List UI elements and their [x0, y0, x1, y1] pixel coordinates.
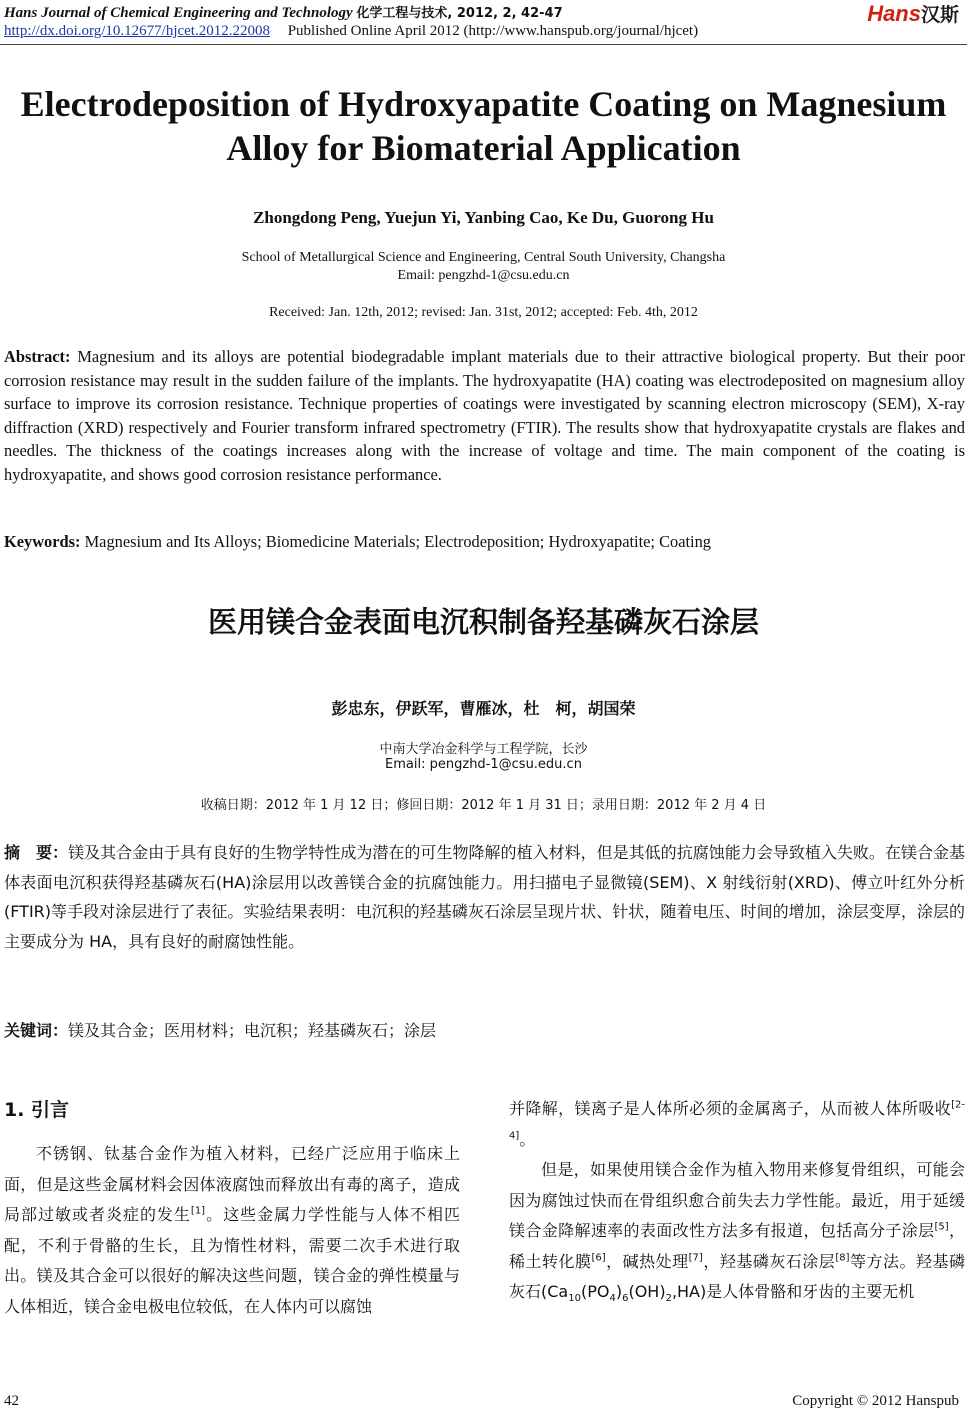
doi-link[interactable]: http://dx.doi.org/10.12677/hjcet.2012.22008 — [4, 23, 270, 39]
keywords-cn — [4, 1016, 965, 1046]
citation-6[interactable]: [6] — [591, 1252, 606, 1264]
abstract-label: Abstract: — [4, 347, 71, 366]
dates-en: Received: Jan. 12th, 2012; revised: Jan. 31st, 2012; accepted: Feb. 4th, 2012 — [269, 305, 698, 320]
citation-1[interactable]: [1] — [190, 1205, 206, 1217]
abstract-en — [4, 345, 965, 486]
paper-title — [0, 82, 967, 170]
doi-line — [4, 23, 698, 40]
p2-text-g: ) — [615, 1282, 623, 1301]
abstract-text-cn: 镁及其合金由于具有良好的生物学特性成为潜在的可生物降解的植入材料，但是其低的抗腐蚀能力会导致植入失败。在镁合金基体表面电沉积获得羟基磷灰石(HA)涂层用以改善镁合金的抗腐蚀能力。用扫描电子显微镜(SEM)、X 射线衍射(XRD)、傅立叶红外分析(FTIR)等手段对涂层进行了表征。实验结果表明：电沉积的羟基磷灰石涂层呈现片状、针状，随着电压、时间的增加，涂层变厚，涂层的主要成分为 HA，具有良好的耐腐蚀性能。 — [4, 843, 965, 951]
citation-7[interactable]: [7] — [688, 1252, 703, 1264]
p2-text-a: 但是，如果使用镁合金作为植入物用来修复骨组织，可能会因为腐蚀过快而在骨组织愈合前失去力学性能。最近，用于延缓镁合金降解速率的表面改性方法多有报道，包括高分子涂层 — [509, 1160, 965, 1240]
section-heading: 1. 引言 — [4, 1099, 70, 1121]
page-number: 42 — [4, 1393, 19, 1409]
email-en: Email: pengzhd-1@csu.edu.cn — [397, 268, 570, 283]
p2-text-d: ，羟基磷灰石涂层 — [702, 1251, 836, 1271]
right-column — [509, 1094, 965, 1308]
intro-paragraph-2 — [509, 1155, 965, 1308]
p2-text-c: ，碱热处理 — [605, 1251, 689, 1271]
affiliation-en: School of Metallurgical Science and Engineering, Central South University, Changsha — [241, 250, 726, 265]
authors-cn: 彭忠东，伊跃军，曹雁冰，杜 柯，胡国荣 — [331, 699, 636, 718]
logo-latin: Hans — [867, 1, 921, 26]
citation-2-4[interactable]: [2-4] — [509, 1099, 965, 1142]
keywords-label-cn: 关键词： — [4, 1021, 69, 1040]
title-line-2: Alloy for Biomaterial Application — [226, 128, 741, 168]
intro-paragraph-1-cont — [509, 1094, 965, 1155]
email-cn: Email: pengzhd-1@csu.edu.cn — [385, 757, 582, 772]
intro-text-b: 。这些金属力学性能与人体不相匹配，不利于骨骼的生长，且为惰性材料，需要二次手术进行取出。镁及其合金可以很好的解决这些问题，镁合金的弹性模量与人体相近，镁合金电极电位较低，在人体内可以腐蚀 — [4, 1205, 460, 1316]
keywords-label: Keywords: — [4, 532, 81, 551]
logo-cn: 汉斯 — [920, 5, 959, 26]
abstract-cn — [4, 838, 965, 956]
affiliation-cn: 中南大学冶金科学与工程学院，长沙 — [379, 742, 588, 757]
title-line-1: Electrodeposition of Hydroxyapatite Coating on Magnesium — [20, 84, 947, 124]
p2-text-e: 等方法。羟基磷灰石(Ca — [509, 1251, 965, 1301]
journal-name-cn: 化学工程与技术, 2012, 2, 42-47 — [356, 6, 563, 21]
intro-cont-text-a: 并降解，镁离子是人体所必须的金属离子，从而被人体所吸收 — [509, 1099, 952, 1118]
hans-logo — [867, 0, 959, 27]
subscript-6: 6 — [622, 1293, 629, 1305]
published-online: Published Online April 2012 (http://www.hanspub.org/journal/hjcet) — [287, 23, 699, 39]
subscript-2: 2 — [665, 1293, 672, 1305]
intro-paragraph-1 — [4, 1139, 460, 1322]
journal-name: Hans Journal of Chemical Engineering and Technology — [4, 5, 353, 21]
authors-en: Zhongdong Peng, Yuejun Yi, Yanbing Cao, Ke Du, Guorong Hu — [253, 208, 714, 227]
keywords-text-cn: 镁及其合金；医用材料；电沉积；羟基磷灰石；涂层 — [68, 1021, 437, 1040]
journal-header — [4, 2, 563, 22]
citation-5[interactable]: [5] — [934, 1221, 949, 1233]
p2-text-b: ，稀土转化膜 — [509, 1221, 965, 1271]
paper-title-cn: 医用镁合金表面电沉积制备羟基磷灰石涂层 — [207, 605, 759, 639]
copyright: Copyright © 2012 Hanspub — [792, 1393, 959, 1409]
subscript-4: 4 — [609, 1293, 616, 1305]
abstract-label-cn: 摘 要： — [4, 843, 69, 862]
p2-text-i: ,HA)是人体骨骼和牙齿的主要无机 — [671, 1282, 915, 1301]
subscript-10: 10 — [568, 1293, 581, 1305]
header-rule — [0, 44, 967, 45]
keywords-en — [4, 530, 965, 554]
keywords-text: Magnesium and Its Alloys; Biomedicine Materials; Electrodeposition; Hydroxyapatite; Coating — [84, 532, 711, 551]
p2-text-f: (PO — [580, 1282, 610, 1301]
p2-text-h: (OH) — [628, 1282, 666, 1301]
left-column — [4, 1139, 460, 1322]
abstract-text: Magnesium and its alloys are potential biodegradable implant materials due to their attractive biological property. But their poor corrosion resistance may result in the sudden failure of the implants. The hydroxyapatite (HA) coating was electrodeposited on magnesium alloy surface to improve its corrosion resistance. Technique properties of coatings were investigated by scanning electron microscopy (SEM), X-ray diffraction (XRD) respectively and Fourier transform infrared spectrometry (FTIR). The results show that hydroxyapatite crystals are flakes and needles. The thickness of the coatings increases along with the increase of voltage and time. The main component of the coating is hydroxyapatite, and shows good corrosion resistance performance. — [4, 347, 965, 484]
dates-cn: 收稿日期：2012 年 1 月 12 日；修回日期：2012 年 1 月 31 日；录用日期：2012 年 2 月 4 日 — [200, 798, 767, 813]
citation-8[interactable]: [8] — [835, 1252, 850, 1264]
intro-text-a: 不锈钢、钛基合金作为植入材料，已经广泛应用于临床上面，但是这些金属材料会因体液腐蚀而释放出有毒的离子，造成局部过敏或者炎症的发生 — [4, 1144, 460, 1224]
intro-cont-text-b: 。 — [519, 1129, 536, 1149]
